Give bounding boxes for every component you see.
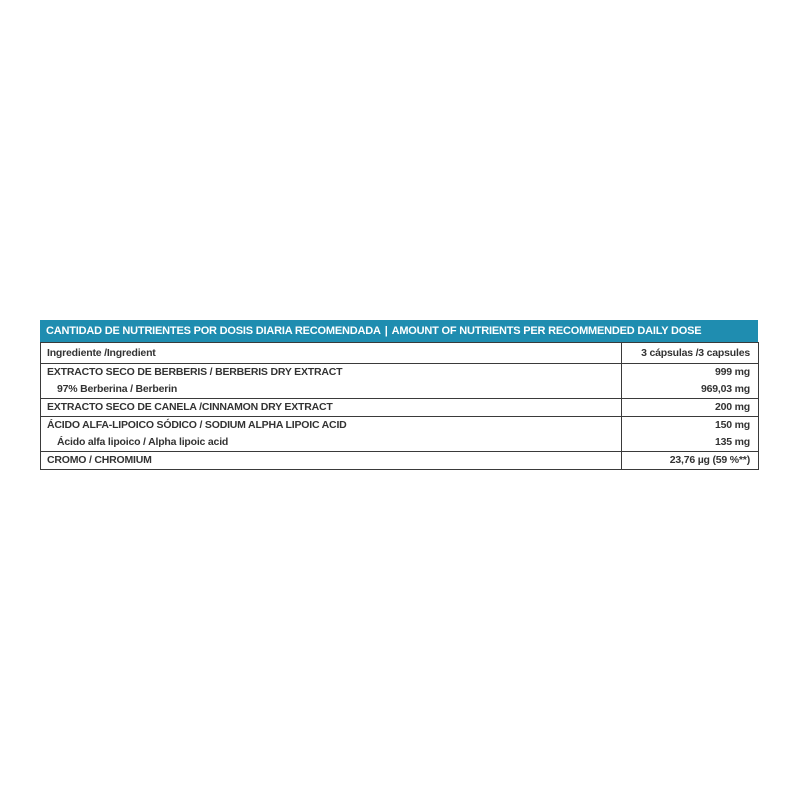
ingredient-name: ÁCIDO ALFA-LIPOICO SÓDICO / SODIUM ALPHA LIPOIC ACID bbox=[47, 419, 347, 431]
ingredient-amount: 999 mg bbox=[715, 366, 750, 378]
table-header-row bbox=[41, 343, 759, 364]
amount-column-header: 3 cápsulas /3 capsules bbox=[641, 347, 750, 359]
nutrition-panel bbox=[40, 320, 758, 470]
ingredient-cell bbox=[41, 364, 622, 399]
ingredient-column-header: Ingrediente /Ingredient bbox=[47, 347, 156, 359]
amount-cell bbox=[622, 417, 759, 452]
ingredient-cell bbox=[41, 417, 622, 452]
ingredient-amount: 23,76 µg (59 %**) bbox=[669, 454, 750, 466]
ingredient-subname: 97% Berberina / Berberin bbox=[57, 383, 178, 395]
table-row bbox=[41, 364, 759, 399]
amount-header-cell bbox=[622, 343, 759, 364]
title-separator: | bbox=[384, 325, 388, 337]
ingredient-subname: Ácido alfa lipoico / Alpha lipoic acid bbox=[57, 436, 229, 448]
ingredient-subamount: 969,03 mg bbox=[701, 383, 750, 395]
title-english: AMOUNT OF NUTRIENTS PER RECOMMENDED DAILY DOSE bbox=[391, 325, 702, 337]
table-row bbox=[41, 452, 759, 470]
table-title-bar bbox=[40, 320, 758, 342]
table-row bbox=[41, 399, 759, 417]
ingredient-name: CROMO / CHROMIUM bbox=[47, 454, 152, 466]
ingredient-amount: 200 mg bbox=[715, 401, 750, 413]
ingredient-name: EXTRACTO SECO DE BERBERIS / BERBERIS DRY EXTRACT bbox=[47, 366, 343, 378]
ingredient-subamount: 135 mg bbox=[715, 436, 750, 448]
nutrition-table bbox=[40, 342, 759, 470]
title-spanish: CANTIDAD DE NUTRIENTES POR DOSIS DIARIA RECOMENDADA bbox=[46, 325, 381, 337]
ingredient-amount: 150 mg bbox=[715, 419, 750, 431]
ingredient-cell bbox=[41, 452, 622, 470]
amount-cell bbox=[622, 399, 759, 417]
amount-cell bbox=[622, 452, 759, 470]
ingredient-name: EXTRACTO SECO DE CANELA /CINNAMON DRY EXTRACT bbox=[47, 401, 333, 413]
ingredient-header-cell bbox=[41, 343, 622, 364]
amount-cell bbox=[622, 364, 759, 399]
ingredient-cell bbox=[41, 399, 622, 417]
table-row bbox=[41, 417, 759, 452]
